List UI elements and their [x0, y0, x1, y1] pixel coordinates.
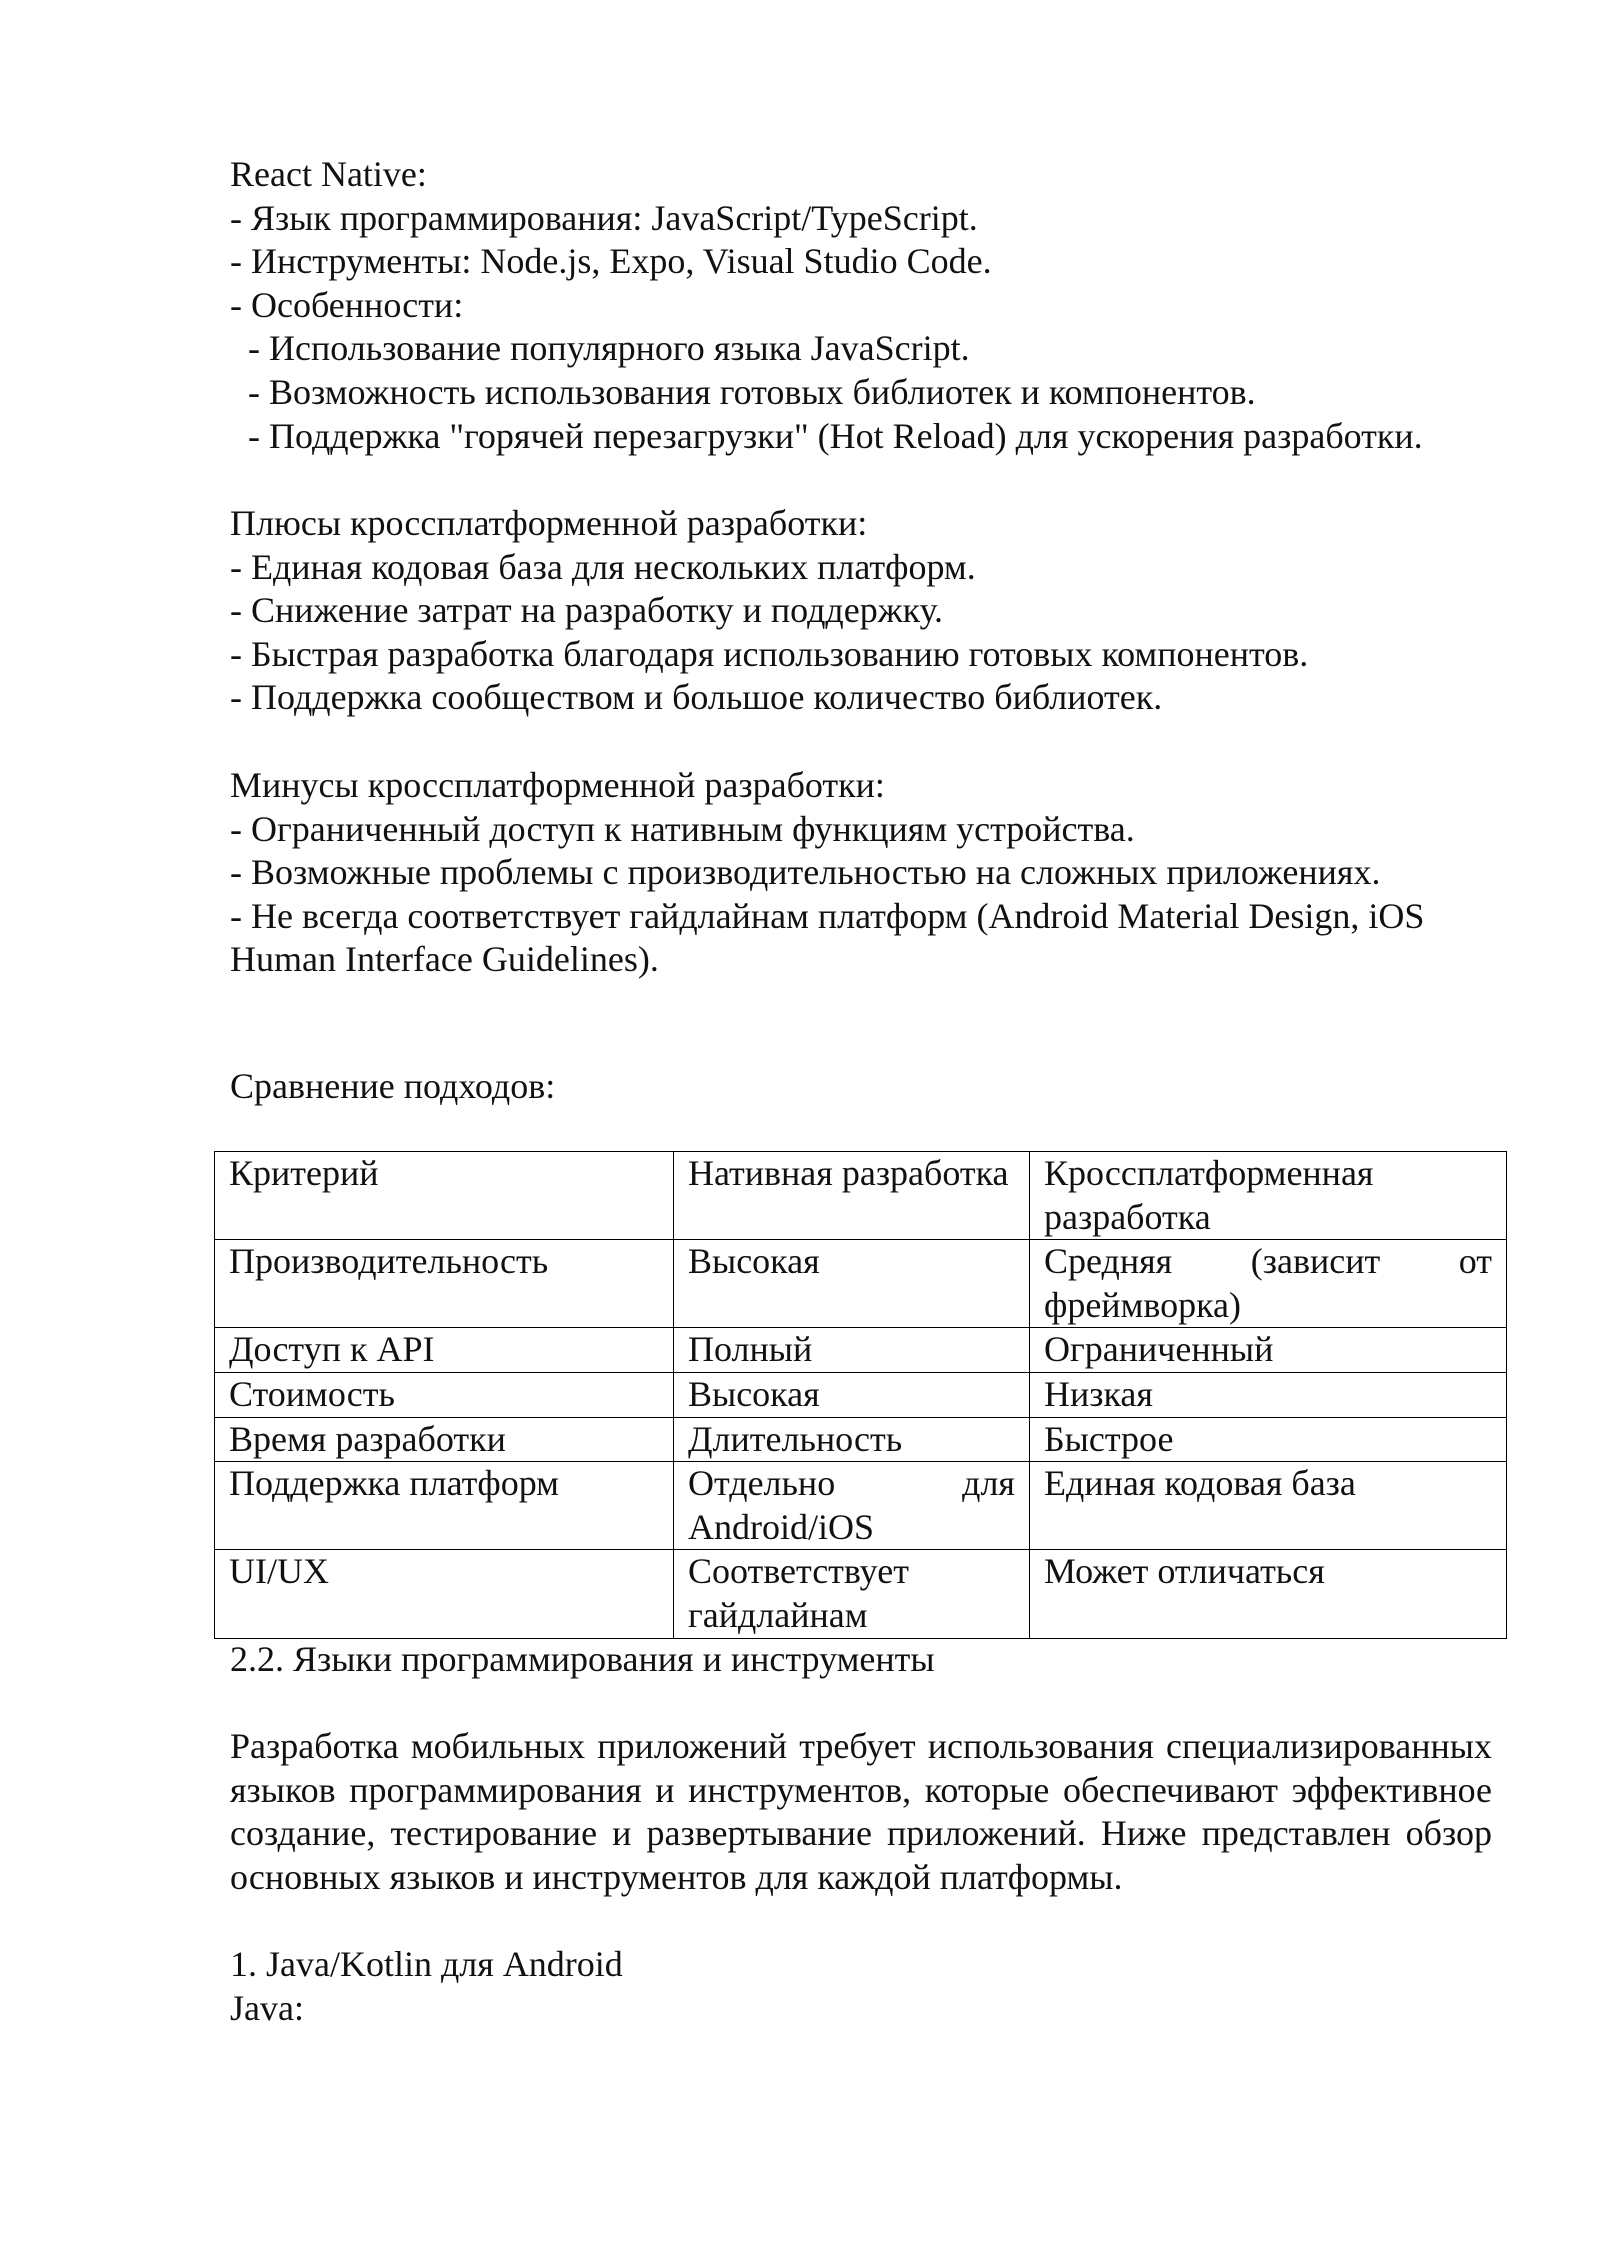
comparison-table	[214, 1151, 1507, 1639]
table-row	[215, 1550, 1507, 1638]
languages-paragraph: Разработка мобильных приложений требует использования специализированных языков программирования и инструментов, которые обеспечивают эффективное создание, тестирование и развертывание приложений. Ниже представлен обзор основных языков и инструментов для каждой платформы.	[230, 1726, 1492, 1897]
table-header-criterion: Критерий	[215, 1152, 674, 1240]
table-cell: Средняя (зависит от фреймворка)	[1030, 1240, 1507, 1328]
table-cell: Поддержка платформ	[215, 1462, 674, 1550]
react-native-feature-3: - Поддержка "горячей перезагрузки" (Hot Reload) для ускорения разработки.	[230, 415, 1423, 456]
table-cell: Полный	[674, 1328, 1030, 1373]
pros-section	[230, 502, 1492, 720]
cons-item-2: - Возможные проблемы с производительностью на сложных приложениях.	[230, 852, 1381, 893]
table-cell: Отдельно для Android/iOS	[674, 1462, 1030, 1550]
table-cell: Производительность	[215, 1240, 674, 1328]
react-native-feature-1: - Использование популярного языка JavaScript.	[230, 328, 970, 369]
languages-item-1-java: Java:	[230, 1987, 304, 2028]
pros-item-4: - Поддержка сообществом и большое количество библиотек.	[230, 677, 1163, 718]
table-cell: Высокая	[674, 1372, 1030, 1417]
table-cell: Стоимость	[215, 1372, 674, 1417]
table-cell: UI/UX	[215, 1550, 674, 1638]
table-cell: Время разработки	[215, 1417, 674, 1462]
languages-item-1: 1. Java/Kotlin для Android	[230, 1944, 623, 1985]
languages-section	[230, 1638, 1492, 2030]
pros-item-2: - Снижение затрат на разработку и поддержку.	[230, 590, 943, 631]
react-native-heading: React Native:	[230, 154, 427, 194]
blank-line	[230, 1682, 1492, 1726]
table-header-crossplatform: Кроссплатформенная разработка	[1030, 1152, 1507, 1240]
cons-item-1: - Ограниченный доступ к нативным функциям устройства.	[230, 808, 1135, 849]
table-header-row	[215, 1152, 1507, 1240]
cons-heading: Минусы кроссплатформенной разработки:	[230, 765, 885, 805]
table-cell: Низкая	[1030, 1372, 1507, 1417]
table-cell: Соответствует гайдлайнам	[674, 1550, 1030, 1638]
react-native-features-label: - Особенности:	[230, 284, 464, 325]
cons-section	[230, 764, 1492, 982]
react-native-tools-line: - Инструменты: Node.js, Expo, Visual Studio Code.	[230, 241, 992, 282]
table-cell: Может отличаться	[1030, 1550, 1507, 1638]
table-cell: Быстрое	[1030, 1417, 1507, 1462]
table-row	[215, 1328, 1507, 1373]
languages-heading: 2.2. Языки программирования и инструменты	[230, 1639, 935, 1679]
table-cell: Единая кодовая база	[1030, 1462, 1507, 1550]
react-native-section	[230, 153, 1492, 458]
comparison-title	[230, 1065, 1492, 1109]
table-cell: Ограниченный	[1030, 1328, 1507, 1373]
table-cell: Высокая	[674, 1240, 1030, 1328]
table-header-native: Нативная разработка	[674, 1152, 1030, 1240]
comparison-title-text: Сравнение подходов:	[230, 1066, 556, 1106]
table-cell: Доступ к API	[215, 1328, 674, 1373]
pros-item-3: - Быстрая разработка благодаря использованию готовых компонентов.	[230, 633, 1309, 674]
table-row	[215, 1240, 1507, 1328]
table-cell: Длительность	[674, 1417, 1030, 1462]
table-row	[215, 1372, 1507, 1417]
react-native-language-line: - Язык программирования: JavaScript/TypeScript.	[230, 197, 978, 238]
table-row	[215, 1462, 1507, 1550]
table-row	[215, 1417, 1507, 1462]
blank-line	[230, 1900, 1492, 1944]
react-native-feature-2: - Возможность использования готовых библиотек и компонентов.	[230, 371, 1256, 412]
pros-item-1: - Единая кодовая база для нескольких платформ.	[230, 546, 976, 587]
pros-heading: Плюсы кроссплатформенной разработки:	[230, 503, 868, 543]
cons-item-3: - Не всегда соответствует гайдлайнам платформ (Android Material Design, iOS Human Interface Guidelines).	[230, 895, 1425, 980]
